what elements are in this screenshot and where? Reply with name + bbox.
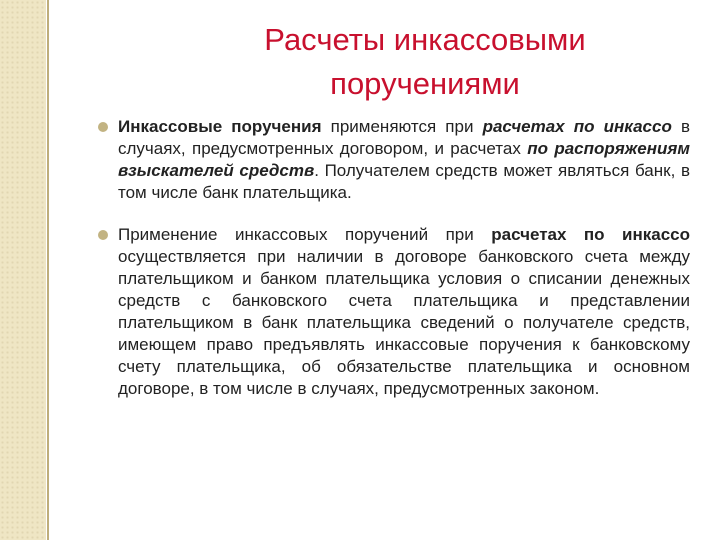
bullet-2-text-1: Применение инкассовых поручений при: [118, 225, 492, 244]
bullet-2-text-2: осуществляется при наличии в договоре банковского счета между плательщиком и банком плательщика условия о списании денежных средств с банковского счета плательщика и представлении плательщиком в банк плательщика сведений о получателе средств, имеющем право предъявлять инкассовые поручения к банковскому счету плательщика, об обязательстве плательщика и основном договоре, в том числе в случаях, предусмотренных законом.: [118, 247, 690, 398]
side-divider-line: [47, 0, 49, 540]
bullet-1-emphasis-1: расчетах по инкассо: [482, 117, 672, 136]
bullet-dot-icon: [98, 122, 108, 132]
title-line-2: поручениями: [330, 66, 520, 101]
bullet-1-text-2: в случаях, предусмотренных договором, и расчетах: [118, 117, 690, 158]
bullet-1-emphasis-2: по распоряжениям взыскателей средств: [118, 139, 690, 180]
decorative-side-strip: [0, 0, 46, 540]
bullet-2-term: расчетах по инкассо: [491, 225, 691, 244]
slide-title: [150, 18, 700, 106]
bullet-list: [96, 116, 690, 400]
bullet-1-term: Инкассовые поручения: [118, 117, 322, 136]
bullet-item-2: [96, 224, 690, 400]
bullet-1-text-3: . Получателем средств может являться банк, в том числе банк плательщика.: [118, 161, 690, 202]
bullet-item-1: [96, 116, 690, 204]
bullet-dot-icon: [98, 230, 108, 240]
bullet-1-text-1: применяются при: [321, 117, 483, 136]
title-line-1: Расчеты инкассовыми: [264, 22, 586, 57]
